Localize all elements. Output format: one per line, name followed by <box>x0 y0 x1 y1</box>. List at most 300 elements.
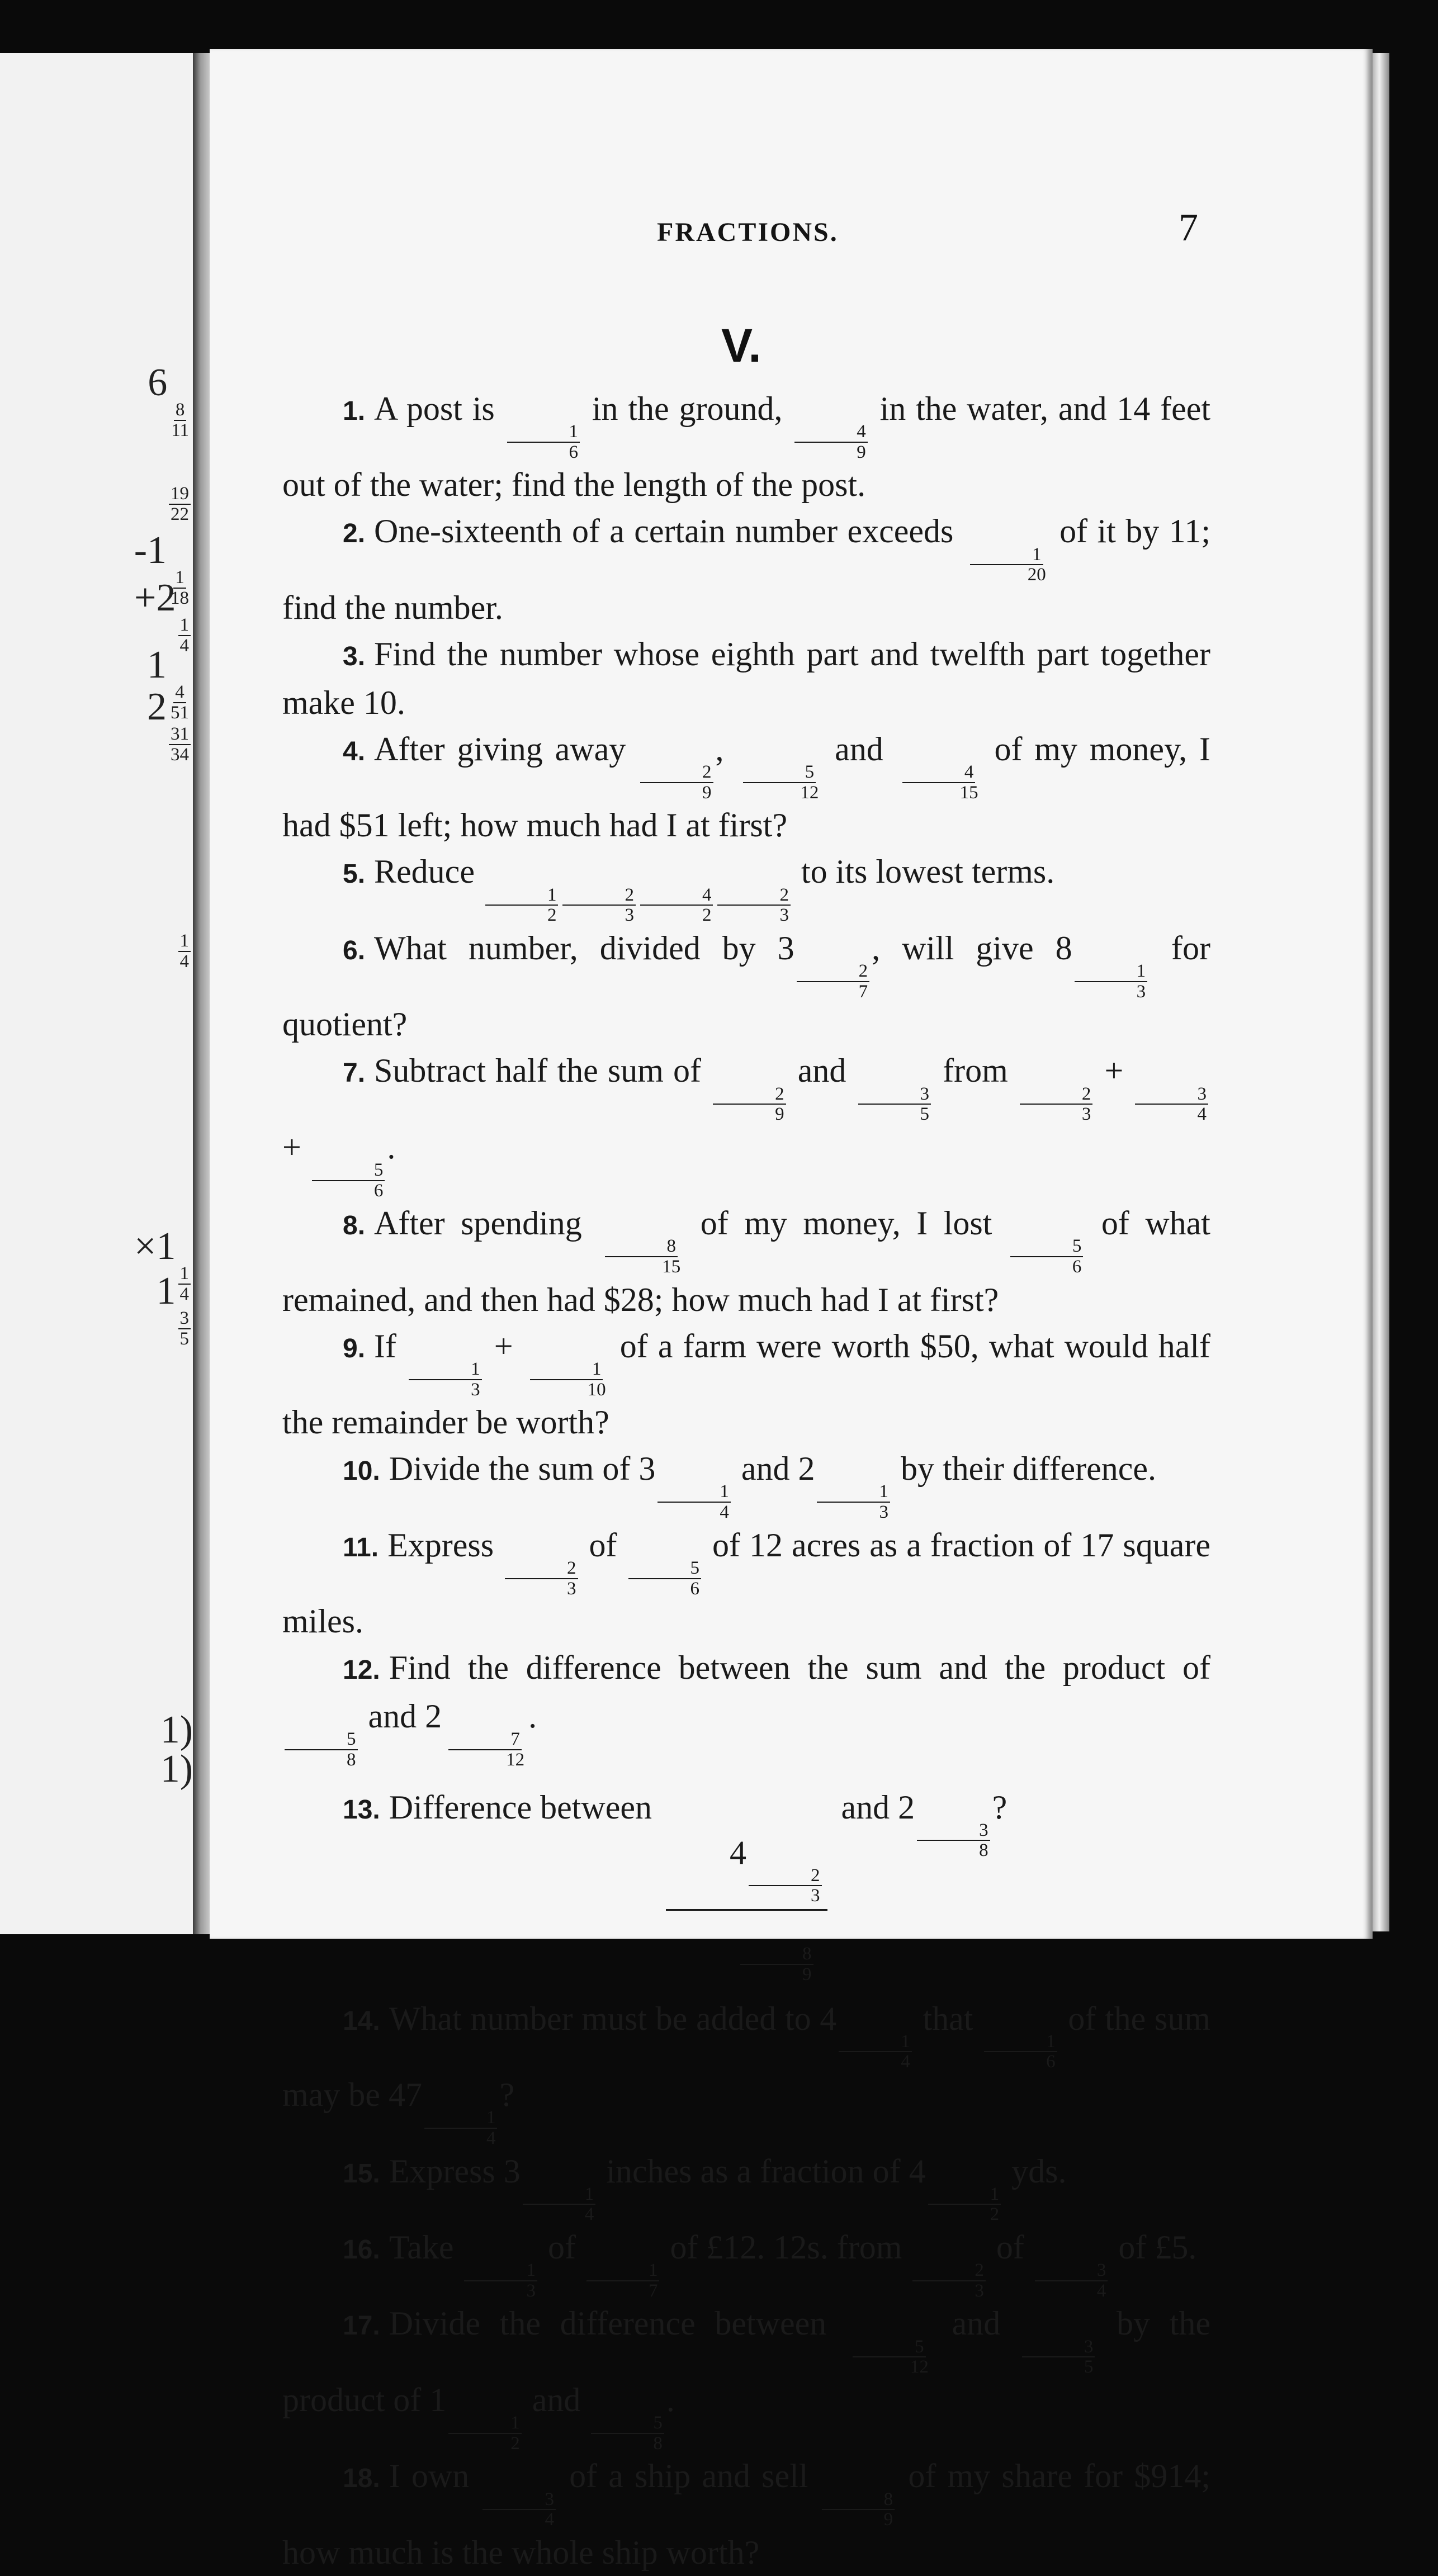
fraction <box>312 1161 385 1200</box>
problem-item <box>282 2224 1210 2300</box>
text-run: Divide the sum of <box>389 1450 639 1488</box>
denominator: 2 <box>510 2433 520 2454</box>
fraction <box>839 2032 912 2072</box>
problem-item <box>282 849 1210 925</box>
text-run: of 12 acres as a fraction of 17 square miles. <box>282 1526 1210 1640</box>
numerator: 1 <box>839 2032 912 2053</box>
denominator: 10 <box>587 1379 606 1400</box>
whole-part: 3 <box>503 2152 521 2190</box>
text-run: and <box>523 2381 589 2418</box>
text-run: of what remained, and then had $28; how much had I at first? <box>282 1205 1210 1318</box>
numerator: 1 <box>1075 962 1148 982</box>
fraction <box>717 886 791 925</box>
whole-part: 4 <box>730 1834 747 1871</box>
text-run: Subtract half the sum of <box>374 1052 711 1090</box>
text-run: of <box>987 2228 1033 2266</box>
text-run: of <box>539 2228 584 2266</box>
page-edge <box>1373 53 1389 1931</box>
mixed-number <box>820 2000 914 2072</box>
numerator: 1 <box>657 1482 731 1503</box>
numerator: 5 <box>628 1559 702 1579</box>
numerator: 4 <box>794 422 868 443</box>
problem-item <box>282 1323 1210 1446</box>
problem-number: 17. <box>343 2311 380 2341</box>
mixed-number <box>503 2152 598 2225</box>
fraction <box>966 545 1048 585</box>
denominator: 20 <box>1027 565 1046 585</box>
problem-number: 6. <box>343 935 366 965</box>
text-run: Express <box>387 1526 503 1564</box>
numerator: 3 <box>1135 1085 1208 1105</box>
numerator: 2 <box>912 2261 986 2281</box>
whole-part: 2 <box>425 1698 442 1735</box>
text-run: + <box>282 1128 310 1166</box>
numerator: 2 <box>749 1866 822 1887</box>
denominator: 12 <box>910 2357 929 2378</box>
denominator: 11 <box>171 420 189 441</box>
fraction <box>600 1237 682 1276</box>
fraction <box>817 1482 890 1522</box>
problem-number: 8. <box>343 1211 366 1241</box>
text-run: by the product of <box>282 2305 1210 2418</box>
text-run: in the water, and 14 feet out of the water; find the length of the post. <box>282 390 1211 504</box>
whole-part: 47 <box>388 2076 422 2114</box>
denominator: 3 <box>625 905 634 926</box>
numerator: 8 <box>740 1944 813 1965</box>
problem-number: 13. <box>343 1794 380 1825</box>
previous-page-fraction <box>176 894 193 972</box>
denominator: 9 <box>802 1964 812 1985</box>
fraction <box>740 1944 813 1984</box>
fraction <box>738 763 820 802</box>
problem-item <box>282 1446 1210 1522</box>
denominator: 4 <box>901 2052 910 2072</box>
mixed-number <box>898 1788 992 1861</box>
whole-part: 2 <box>147 685 167 728</box>
denominator: 4 <box>584 2204 594 2225</box>
whole-part: 8 <box>1055 929 1072 967</box>
text-run: What number, divided by <box>374 929 778 967</box>
denominator: 4 <box>486 2128 496 2148</box>
text-run: of it by 11; find the number. <box>282 513 1211 626</box>
problem-number: 3. <box>343 641 366 671</box>
text-run: and <box>932 2305 1020 2342</box>
fraction <box>797 962 870 1001</box>
numerator: 2 <box>640 763 713 783</box>
text-run: of my money, I had $51 left; how much had I at first? <box>282 730 1210 844</box>
text-run: in the ground, <box>582 390 793 427</box>
fraction <box>822 2490 895 2530</box>
complex-denominator <box>678 1911 816 1984</box>
problem-number: 15. <box>343 2158 380 2189</box>
fraction <box>591 2413 664 2453</box>
numerator: 1 <box>586 2261 660 2281</box>
problem-item <box>282 925 1210 1048</box>
problem-number: 10. <box>343 1456 380 1486</box>
denominator: 8 <box>979 1840 988 1861</box>
denominator: 51 <box>171 703 189 723</box>
denominator: 15 <box>959 782 978 803</box>
denominator: 6 <box>690 1578 700 1599</box>
denominator: 4 <box>179 951 189 972</box>
previous-page-fraction <box>160 1750 193 1789</box>
fraction <box>657 1482 731 1522</box>
numerator: 2 <box>717 886 791 906</box>
numerator: 3 <box>1022 2337 1095 2358</box>
denominator: 2 <box>990 2204 1000 2225</box>
fragment-text: 1) <box>160 1748 193 1791</box>
fraction <box>1135 1085 1208 1124</box>
text-run: yds. <box>1003 2152 1067 2190</box>
fraction <box>178 1309 191 1348</box>
fraction <box>178 931 191 971</box>
text-run: Difference between <box>389 1788 661 1826</box>
fraction <box>169 400 191 440</box>
numerator: 3 <box>917 1821 990 1841</box>
problem-number: 2. <box>343 519 366 549</box>
text-run: After giving away <box>374 730 638 768</box>
text-run: and <box>788 1052 856 1090</box>
mixed-number <box>429 2381 524 2454</box>
whole-part: 3 <box>777 929 794 967</box>
denominator: 3 <box>1136 981 1146 1002</box>
numerator: 3 <box>178 1309 191 1329</box>
text-run: inches as a fraction of <box>598 2152 909 2190</box>
text-run: I own <box>389 2457 481 2495</box>
denominator: 6 <box>569 442 579 462</box>
problem-number: 12. <box>343 1655 380 1685</box>
whole-part: 4 <box>820 2000 837 2037</box>
section-title: V. <box>721 319 761 372</box>
problem-item <box>282 1645 1210 1769</box>
numerator: 2 <box>797 962 870 982</box>
denominator: 3 <box>526 2280 536 2301</box>
fraction <box>640 886 713 925</box>
text-run: What number must be added to <box>389 2000 820 2037</box>
text-run: . <box>666 2381 675 2418</box>
fraction <box>526 1360 608 1399</box>
text-run: + <box>1095 1052 1133 1090</box>
text-run: + <box>484 1327 523 1365</box>
numerator: 3 <box>483 2490 556 2511</box>
numerator: 31 <box>169 724 191 745</box>
text-run: by their difference. <box>892 1450 1156 1488</box>
text-run: of my share for $914; how much is the whole ship worth? <box>282 2457 1211 2571</box>
text-run: of £5. <box>1110 2228 1197 2266</box>
problem-item <box>282 1522 1210 1645</box>
previous-page-fragment <box>0 53 193 1934</box>
numerator: 5 <box>285 1730 358 1750</box>
numerator: 1 <box>817 1482 890 1503</box>
numerator: 1 <box>178 1264 191 1285</box>
problem-number: 18. <box>343 2464 380 2494</box>
numerator: 3 <box>858 1085 931 1105</box>
numerator: 5 <box>853 2337 926 2358</box>
denominator: 8 <box>653 2433 663 2454</box>
previous-page-fraction <box>157 1272 193 1349</box>
denominator: 22 <box>171 504 189 525</box>
denominator: 3 <box>1081 1104 1091 1125</box>
numerator: 1 <box>928 2185 1001 2205</box>
fraction <box>409 1360 482 1399</box>
fraction <box>448 2413 522 2453</box>
fragment-text: +2 <box>134 576 176 619</box>
numerator: 1 <box>178 615 191 636</box>
numerator: 5 <box>312 1161 385 1181</box>
mixed-number <box>777 929 872 1002</box>
fraction <box>640 763 713 802</box>
fragment-text: ×1 <box>134 1225 176 1268</box>
fraction <box>507 422 580 462</box>
whole-part: 4 <box>909 2152 926 2190</box>
denominator: 7 <box>858 981 868 1002</box>
mixed-number <box>1055 929 1150 1002</box>
numerator: 1 <box>178 931 191 952</box>
text-run: Find the difference between the sum and the product of <box>389 1649 1210 1687</box>
mixed-number <box>909 2152 1004 2225</box>
fragment-text: -1 <box>134 529 167 572</box>
numerator: 1 <box>173 568 186 589</box>
denominator: 6 <box>373 1180 384 1201</box>
page-number: 7 <box>1179 206 1198 249</box>
text-run: to its lowest terms. <box>792 853 1055 891</box>
text-run: After spending <box>374 1205 598 1242</box>
text-run: Take <box>389 2228 462 2266</box>
whole-part: 3 <box>638 1450 656 1488</box>
problem-item <box>282 1784 1210 1985</box>
whole-part: 1 <box>147 643 167 686</box>
denominator: 3 <box>567 1578 576 1599</box>
denominator: 9 <box>857 442 866 462</box>
fraction <box>444 1730 526 1769</box>
numerator: 1 <box>464 2261 537 2281</box>
text-run: Express <box>389 2152 504 2190</box>
numerator: 19 <box>169 484 191 505</box>
denominator: 15 <box>662 1257 681 1277</box>
denominator: 4 <box>545 2509 554 2530</box>
problem-item <box>282 2300 1210 2453</box>
denominator: 8 <box>347 1749 356 1770</box>
denominator: 5 <box>1084 2357 1094 2378</box>
numerator: 7 <box>448 1730 522 1750</box>
mixed-number <box>388 2076 500 2148</box>
text-run: , <box>715 730 736 768</box>
fraction <box>628 1559 702 1598</box>
fraction <box>562 886 636 925</box>
problem-item <box>282 2148 1210 2224</box>
problem-item <box>282 726 1210 849</box>
numerator: 1 <box>984 2032 1057 2053</box>
numerator: 1 <box>530 1360 603 1380</box>
denominator: 3 <box>471 1379 480 1400</box>
fraction <box>1075 962 1148 1001</box>
fraction <box>713 1085 786 1124</box>
fraction <box>984 2032 1057 2072</box>
fraction <box>898 763 980 802</box>
mixed-number <box>798 1450 892 1523</box>
text-run: from <box>933 1052 1018 1090</box>
text-run: ? <box>499 2076 515 2114</box>
fraction <box>586 2261 660 2300</box>
problem-item <box>282 508 1210 631</box>
fraction <box>794 422 868 462</box>
fraction <box>485 886 559 925</box>
denominator: 12 <box>506 1749 525 1770</box>
problem-number: 4. <box>343 736 366 766</box>
fraction <box>424 2108 498 2148</box>
denominator: 2 <box>702 905 712 926</box>
text-run: Divide the difference between <box>389 2305 846 2342</box>
problem-item <box>282 631 1210 726</box>
numerator: 4 <box>640 886 713 906</box>
denominator: 6 <box>1072 1257 1082 1277</box>
complex-fraction <box>666 1836 827 1985</box>
numerator: 5 <box>743 763 816 783</box>
text-run: One-sixteenth of a certain number exceeds <box>374 513 963 550</box>
whole-part: 2 <box>798 1450 815 1488</box>
previous-page-fraction <box>160 1708 193 1751</box>
denominator: 9 <box>883 2509 893 2530</box>
mixed-number <box>730 1834 824 1906</box>
denominator: 4 <box>179 1284 189 1305</box>
text-run: and <box>822 730 896 768</box>
fraction <box>749 1866 822 1906</box>
problem-number: 1. <box>343 396 366 426</box>
problem-item <box>282 386 1210 508</box>
numerator: 2 <box>713 1085 786 1105</box>
numerator: 2 <box>505 1559 578 1579</box>
text-run: of my money, I lost <box>684 1205 1008 1242</box>
fraction <box>523 2185 596 2224</box>
fraction <box>928 2185 1001 2224</box>
numerator: 3 <box>1035 2261 1108 2281</box>
text-run: for quotient? <box>282 929 1211 1043</box>
numerator: 1 <box>448 2413 522 2434</box>
fraction <box>505 1559 578 1598</box>
whole-part: 2 <box>898 1788 915 1826</box>
text-run: of the sum may be <box>282 2000 1210 2114</box>
problem-number: 7. <box>343 1058 366 1088</box>
denominator: 3 <box>811 1886 820 1906</box>
numerator: 2 <box>562 886 636 906</box>
problem-number: 5. <box>343 859 366 889</box>
text-run: , will give <box>872 929 1056 967</box>
denominator: 12 <box>800 782 819 803</box>
text-run: Find the number whose eighth part and twelfth part together make 10. <box>282 635 1210 721</box>
numerator: 4 <box>902 763 976 783</box>
numerator: 8 <box>605 1237 678 1257</box>
fraction <box>483 2490 556 2530</box>
text-run: A post is <box>374 390 505 427</box>
numerator: 1 <box>970 545 1043 566</box>
problem-number: 14. <box>343 2006 380 2036</box>
text-run: and <box>832 1788 898 1826</box>
numerator: 2 <box>1020 1085 1093 1105</box>
problem-number: 16. <box>343 2234 380 2265</box>
problem-item <box>282 2453 1210 2575</box>
text-run: . <box>528 1698 537 1735</box>
numerator: 1 <box>409 1360 482 1380</box>
fragment-text: 1) <box>160 1708 193 1751</box>
book-gutter <box>193 53 210 1934</box>
problem-list <box>282 386 1210 2576</box>
denominator: 4 <box>1197 1104 1207 1125</box>
numerator: 8 <box>174 400 187 421</box>
text-run: of £12. 12s. from <box>661 2228 911 2266</box>
numerator: 5 <box>591 2413 664 2434</box>
numerator: 1 <box>424 2108 498 2129</box>
text-run: that <box>914 2000 982 2037</box>
fraction <box>858 1085 931 1124</box>
numerator: 5 <box>1010 1237 1084 1257</box>
text-run: . <box>387 1128 396 1166</box>
numerator: 4 <box>173 683 186 703</box>
denominator: 6 <box>1046 2052 1056 2072</box>
fraction <box>1022 2337 1095 2377</box>
fraction <box>464 2261 537 2300</box>
denominator: 3 <box>975 2280 984 2301</box>
fraction <box>912 2261 986 2300</box>
whole-part: 6 <box>148 361 168 404</box>
problem-number: 9. <box>343 1333 366 1363</box>
denominator: 5 <box>179 1329 189 1349</box>
text-run: ? <box>992 1788 1007 1826</box>
fraction <box>169 484 191 524</box>
fraction <box>848 2337 930 2377</box>
text-run: and <box>360 1698 425 1735</box>
previous-page-fraction <box>147 685 193 765</box>
denominator: 9 <box>775 1104 784 1125</box>
whole-part: 1 <box>156 1270 176 1313</box>
fraction <box>1010 1237 1084 1276</box>
text-run: of a farm were worth $50, what would half the remainder be worth? <box>282 1327 1210 1441</box>
whole-part: 1 <box>429 2381 447 2418</box>
previous-page-fraction <box>167 447 193 524</box>
denominator: 34 <box>171 745 189 765</box>
problem-item <box>282 1996 1210 2148</box>
problem-item <box>282 1048 1210 1200</box>
running-head: FRACTIONS. <box>657 217 839 247</box>
text-run: If <box>374 1327 407 1365</box>
denominator: 3 <box>879 1502 888 1523</box>
text-run: and <box>732 1450 798 1488</box>
problem-number: 11. <box>343 1532 379 1562</box>
denominator: 18 <box>171 588 189 609</box>
denominator: 5 <box>920 1104 930 1125</box>
fraction <box>285 1730 358 1769</box>
problem-item <box>282 1200 1210 1323</box>
denominator: 3 <box>779 905 789 926</box>
mixed-number <box>425 1698 528 1770</box>
text-run: Reduce <box>374 853 483 891</box>
denominator: 4 <box>1096 2280 1106 2301</box>
denominator: 4 <box>179 636 189 656</box>
text-run: of a ship and sell <box>557 2457 820 2495</box>
previous-page-fraction <box>148 363 193 441</box>
denominator: 4 <box>720 1502 729 1523</box>
numerator: 1 <box>507 422 580 443</box>
fraction <box>917 1821 990 1860</box>
numerator: 1 <box>485 886 559 906</box>
text-run: of <box>580 1526 626 1564</box>
numerator: 8 <box>822 2490 895 2511</box>
mixed-number <box>638 1450 733 1523</box>
complex-numerator <box>666 1836 827 1911</box>
denominator: 7 <box>648 2280 658 2301</box>
fraction <box>169 724 191 764</box>
numerator: 1 <box>523 2185 596 2205</box>
denominator: 2 <box>547 905 557 926</box>
